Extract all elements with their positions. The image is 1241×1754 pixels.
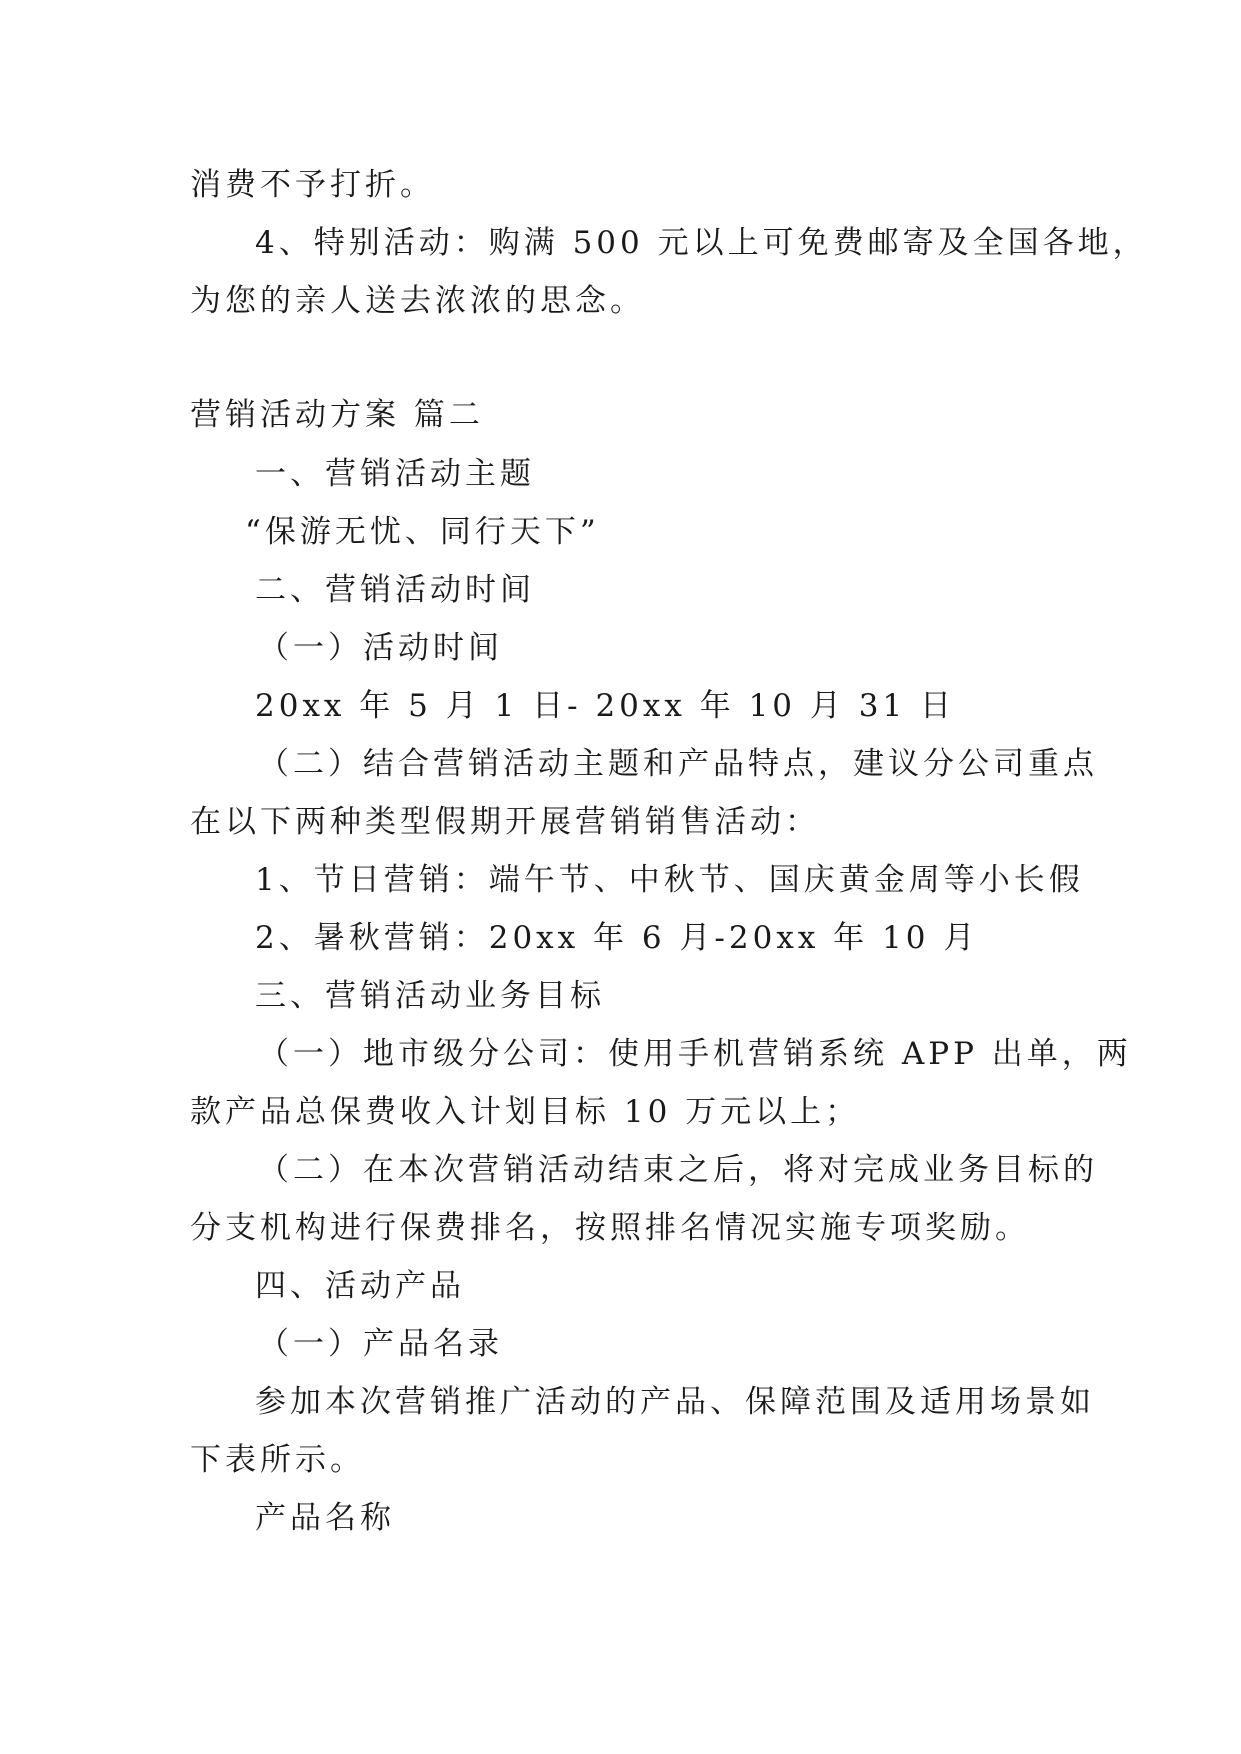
heading-line: 一、营销活动主题 [255, 456, 535, 492]
list-item: 1、节日营销：端午节、中秋节、国庆黄金周等小长假 [255, 862, 1084, 898]
paragraph-line: 下表所示。 [190, 1442, 365, 1478]
paragraph-line: 在以下两种类型假期开展营销销售活动： [190, 804, 820, 840]
paragraph-line: 为您的亲人送去浓浓的思念。 [190, 283, 645, 319]
table-header-label: 产品名称 [255, 1500, 395, 1536]
subheading-line: （一）活动时间 [258, 630, 503, 666]
paragraph-line: （一）地市级分公司：使用手机营销系统 APP 出单，两 [258, 1036, 1132, 1072]
paragraph-line: 参加本次营销推广活动的产品、保障范围及适用场景如 [255, 1384, 1095, 1420]
theme-quote: “保游无忧、同行天下” [245, 514, 600, 550]
paragraph-line: 4、特别活动：购满 500 元以上可免费邮寄及全国各地， [255, 225, 1148, 261]
paragraph-line: 消费不予打折。 [190, 167, 435, 203]
section-heading: 营销活动方案 篇二 [190, 397, 484, 433]
heading-line: 二、营销活动时间 [255, 572, 535, 608]
paragraph-line: 20xx 年 5 月 1 日- 20xx 年 10 月 31 日 [255, 688, 956, 724]
paragraph-line: 款产品总保费收入计划目标 10 万元以上； [190, 1094, 861, 1130]
paragraph-line: （二）结合营销活动主题和产品特点，建议分公司重点 [258, 746, 1098, 782]
subheading-line: （一）产品名录 [258, 1326, 503, 1362]
list-item: 2、暑秋营销：20xx 年 6 月-20xx 年 10 月 [255, 920, 979, 956]
heading-line: 三、营销活动业务目标 [255, 978, 605, 1014]
paragraph-line: （二）在本次营销活动结束之后，将对完成业务目标的 [258, 1152, 1098, 1188]
paragraph-line: 分支机构进行保费排名，按照排名情况实施专项奖励。 [190, 1210, 1030, 1246]
heading-line: 四、活动产品 [255, 1268, 465, 1304]
